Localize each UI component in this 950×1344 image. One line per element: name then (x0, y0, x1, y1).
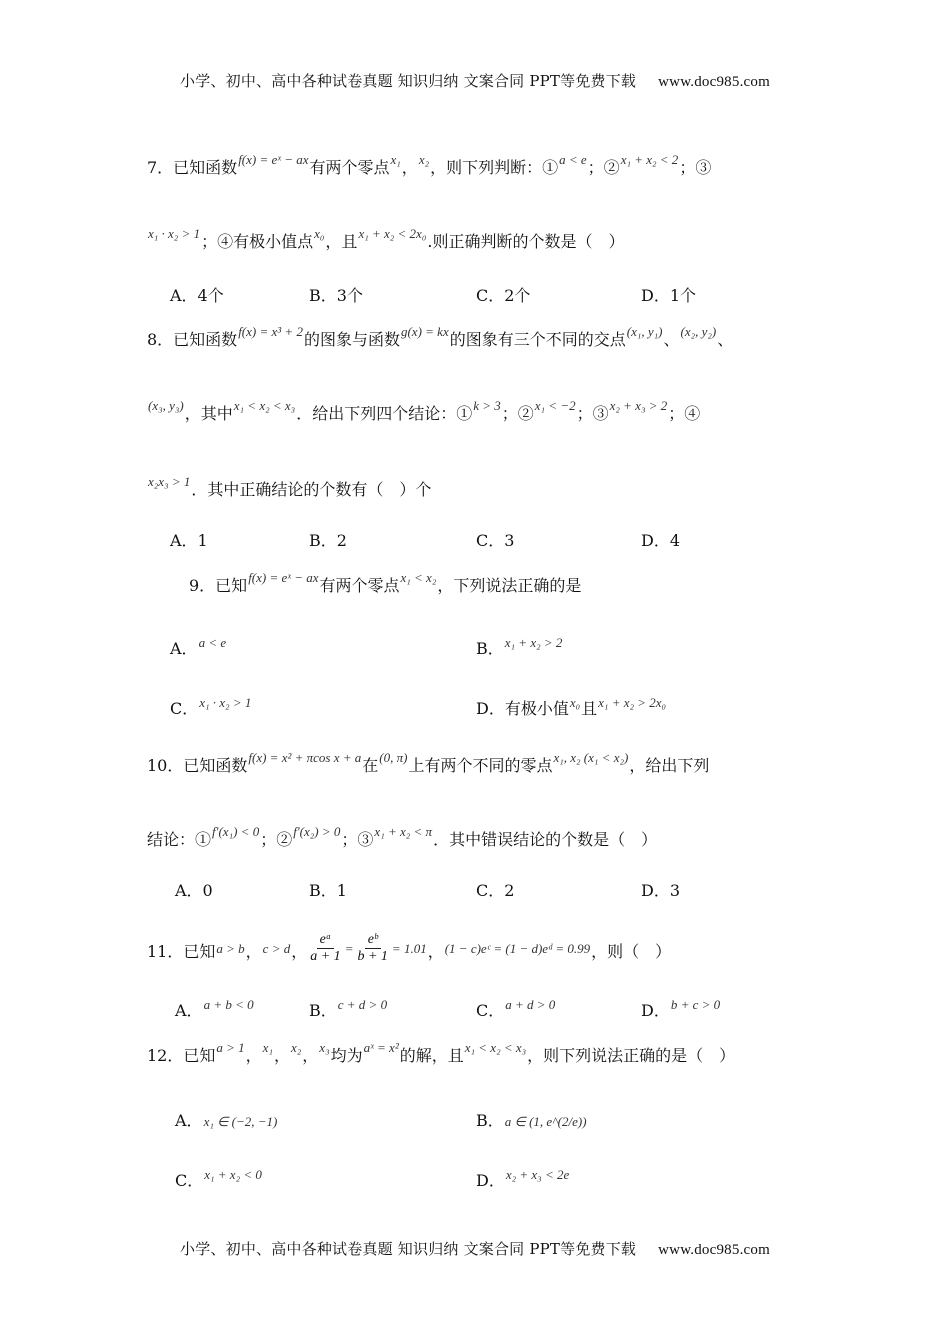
q7-option-c[interactable]: C．2个 (476, 286, 531, 305)
q11-text: ， (291, 942, 308, 961)
q7-claim2: x₁ + x₂ < 2 (620, 152, 679, 167)
q9-text: ，下列说法正确的是 (437, 576, 582, 595)
fraction-denominator: b + 1 (357, 949, 388, 964)
q8-line1 (147, 324, 734, 351)
option-letter: B． (476, 1111, 504, 1130)
q10-claim1: f′(x₁) < 0 (212, 824, 260, 839)
q7-x1: x₁ (390, 152, 401, 167)
q7-option-b[interactable]: B．3个 (309, 286, 363, 305)
q10-option-c[interactable]: C．2 (476, 881, 515, 900)
q7-line1 (147, 152, 712, 179)
q8-text: ．给出下列四个结论：① (296, 404, 473, 423)
q12-x3: x₃ (319, 1040, 330, 1055)
q9-option-a-expr: a < e (198, 635, 227, 650)
q8-text: 的图象与函数 (303, 330, 400, 349)
q12-order: x₁ < x₂ < x₃ (464, 1040, 527, 1055)
q9-option-c-expr: x₁ · x₂ > 1 (199, 695, 252, 710)
q12-option-a-expr: x₁ ∈ (−2, −1) (203, 1114, 278, 1129)
q8-option-d[interactable]: D．4 (641, 531, 681, 550)
option-letter: C． (476, 1001, 505, 1020)
q8-line3 (147, 474, 432, 501)
q12-option-c[interactable] (175, 1168, 263, 1191)
q12-option-b[interactable] (476, 1108, 588, 1131)
q10-text: ；② (260, 830, 293, 849)
q9-x0: x₀ (569, 695, 581, 710)
q10-text: ，给出下列 (629, 756, 710, 775)
q12-text: 12．已知 (147, 1046, 216, 1065)
option-letter: A． (170, 639, 198, 658)
q10-claim2: f′(x₂) > 0 (293, 824, 341, 839)
q11-equals: = (344, 941, 354, 956)
q8-point2: (x₂, y₂) (680, 324, 717, 339)
q8-text: 的图象有三个不同的交点 (449, 330, 626, 349)
q10-interval: (0, π) (379, 750, 408, 765)
option-letter: D． (476, 1171, 505, 1190)
q7-claim4: x₁ + x₂ < 2x₀ (358, 226, 427, 241)
footer-text: 小学、初中、高中各种试卷真题 知识归纳 文案合同 PPT等免费下载 (180, 1240, 637, 1258)
fraction-numerator: eᵇ (365, 932, 381, 949)
q10-text: 10．已知函数 (147, 756, 248, 775)
q11-line1 (147, 932, 672, 969)
q9-option-c[interactable] (170, 696, 252, 719)
q9-text: 有两个零点 (319, 576, 400, 595)
q9-text: 且 (581, 699, 598, 718)
q12-option-b-expr: a ∈ (1, e^(2/e)) (504, 1114, 587, 1129)
q9-function: f(x) = eˣ − ax (248, 570, 319, 585)
q11-option-a[interactable] (175, 998, 255, 1021)
q8-claim2: x₁ < −2 (534, 398, 576, 413)
q7-text: ， (401, 158, 418, 177)
option-letter: D． (641, 1001, 670, 1020)
q9-text: 9．已知 (189, 576, 248, 595)
q7-text: ，则下列判断：① (430, 158, 559, 177)
q7-text: ；④有极小值点 (201, 232, 314, 251)
q7-option-d[interactable]: D．1个 (641, 286, 697, 305)
q9-line1 (189, 570, 582, 597)
q12-text: 的解，且 (399, 1046, 464, 1065)
header-site: www.doc985.com (658, 74, 770, 90)
q7-text: ；② (587, 158, 620, 177)
q12-x1: x₁ (262, 1040, 273, 1055)
q7-text: ；③ (679, 158, 712, 177)
q9-option-a[interactable] (170, 636, 227, 659)
q7-text: ，且 (325, 232, 358, 251)
q10-function: f(x) = x² + πcos x + a (248, 750, 362, 765)
q7-claim1: a < e (559, 152, 587, 167)
q12-x2: x₂ (290, 1040, 302, 1055)
q8-text: ；② (501, 404, 534, 423)
q8-claim4: x₂x₃ > 1 (148, 474, 191, 489)
q8-line2 (147, 398, 701, 425)
q9-option-b[interactable] (476, 636, 563, 659)
q10-text: ．其中错误结论的个数是（ ） (433, 830, 658, 849)
q12-equation: aˣ = x² (363, 1040, 399, 1055)
q11-option-d-expr: b + c > 0 (670, 997, 721, 1012)
footer-site: www.doc985.com (658, 1242, 770, 1258)
q12-text: ，则下列说法正确的是（ ） (527, 1046, 736, 1065)
option-letter: C． (170, 699, 199, 718)
q11-text: ， (245, 942, 262, 961)
q8-order: x₁ < x₂ < x₃ (233, 398, 296, 413)
q12-text: ， (302, 1046, 319, 1065)
header-text: 小学、初中、高中各种试卷真题 知识归纳 文案合同 PPT等免费下载 (180, 72, 637, 90)
q8-text: ；③ (576, 404, 609, 423)
q8-point3: (x₃, y₃) (148, 398, 184, 413)
q12-line1 (147, 1040, 736, 1067)
q11-option-c[interactable] (476, 998, 556, 1021)
q11-text: 11．已知 (147, 942, 216, 961)
q11-ab: a > b (216, 941, 245, 956)
q8-option-b[interactable]: B．2 (309, 531, 347, 550)
q7-line2 (147, 226, 625, 253)
q9-option-d-expr: x₁ + x₂ > 2x₀ (598, 695, 667, 710)
q10-text: 上有两个不同的零点 (408, 756, 553, 775)
q7-claim3: x₁ · x₂ > 1 (148, 226, 201, 241)
q7-x0: x₀ (314, 226, 325, 241)
q7-function: f(x) = eˣ − ax (238, 152, 309, 167)
q7-option-a[interactable]: A．4个 (170, 286, 224, 305)
q11-fraction-a (307, 932, 343, 965)
option-letter: D．有极小值 (476, 699, 569, 718)
q8-option-a[interactable]: A．1 (170, 531, 208, 550)
q9-option-b-expr: x₁ + x₂ > 2 (504, 635, 563, 650)
q12-text: 均为 (330, 1046, 363, 1065)
q10-line1 (147, 750, 710, 777)
q8-claim3: x₂ + x₃ > 2 (609, 398, 668, 413)
q8-text: ．其中正确结论的个数有（ ）个 (191, 480, 432, 499)
q11-option-b[interactable] (309, 998, 388, 1021)
q8-text: ；④ (668, 404, 701, 423)
q10-option-a[interactable]: A．0 (175, 881, 213, 900)
q12-option-d[interactable] (476, 1168, 570, 1191)
q8-text: 、 (663, 330, 680, 349)
fraction-denominator: a + 1 (310, 949, 341, 964)
q9-order: x₁ < x₂ (400, 570, 437, 585)
q11-option-b-expr: c + d > 0 (337, 997, 388, 1012)
q11-option-c-expr: a + d > 0 (505, 997, 556, 1012)
q7-text: 7．已知函数 (147, 158, 238, 177)
q8-claim1: k > 3 (473, 398, 501, 413)
q11-equation2: (1 − c)eᶜ = (1 − d)eᵈ = 0.99 (444, 941, 591, 956)
page-footer (0, 1238, 950, 1259)
q10-text: 在 (362, 756, 379, 775)
q12-text: ， (273, 1046, 290, 1065)
q8-point1: (x₁, y₁) (626, 324, 663, 339)
q10-line2 (147, 824, 658, 851)
q11-text: ，则（ ） (591, 942, 672, 961)
q12-option-c-expr: x₁ + x₂ < 0 (204, 1167, 262, 1182)
q8-option-c[interactable]: C．3 (476, 531, 515, 550)
q12-text: ， (245, 1046, 262, 1065)
q8-text: 8．已知函数 (147, 330, 238, 349)
q10-option-d[interactable]: D．3 (641, 881, 681, 900)
q11-option-a-expr: a + b < 0 (203, 997, 254, 1012)
option-letter: B． (309, 1001, 337, 1020)
q8-function-f: f(x) = x³ + 2 (238, 324, 303, 339)
q10-text: ；③ (341, 830, 374, 849)
q12-option-d-expr: x₂ + x₃ < 2e (505, 1167, 570, 1182)
q11-value: = 1.01 (391, 941, 427, 956)
q8-function-g: g(x) = kx (400, 324, 449, 339)
q10-zeros: x₁, x₂ (x₁ < x₂) (553, 750, 629, 765)
q8-text: 、 (717, 330, 734, 349)
q8-text: ，其中 (184, 404, 233, 423)
q7-x2: x₂ (418, 152, 430, 167)
q12-option-a[interactable] (175, 1108, 278, 1131)
q11-text: ， (427, 942, 444, 961)
fraction-numerator: eᵃ (317, 932, 335, 949)
option-letter: B． (476, 639, 504, 658)
option-letter: A． (175, 1001, 203, 1020)
q10-text: 结论：① (147, 830, 212, 849)
page-header (0, 70, 950, 91)
q11-cd: c > d (262, 941, 291, 956)
option-letter: C． (175, 1171, 204, 1190)
q11-option-d[interactable] (641, 998, 721, 1021)
q9-option-d[interactable] (476, 696, 667, 719)
option-letter: A． (175, 1111, 203, 1130)
q10-option-b[interactable]: B．1 (309, 881, 347, 900)
q7-text: 有两个零点 (309, 158, 390, 177)
q11-fraction-b (354, 932, 390, 965)
q12-a: a > 1 (216, 1040, 245, 1055)
q10-claim3: x₁ + x₂ < π (374, 824, 433, 839)
q7-text: .则正确判断的个数是（ ） (427, 232, 625, 251)
